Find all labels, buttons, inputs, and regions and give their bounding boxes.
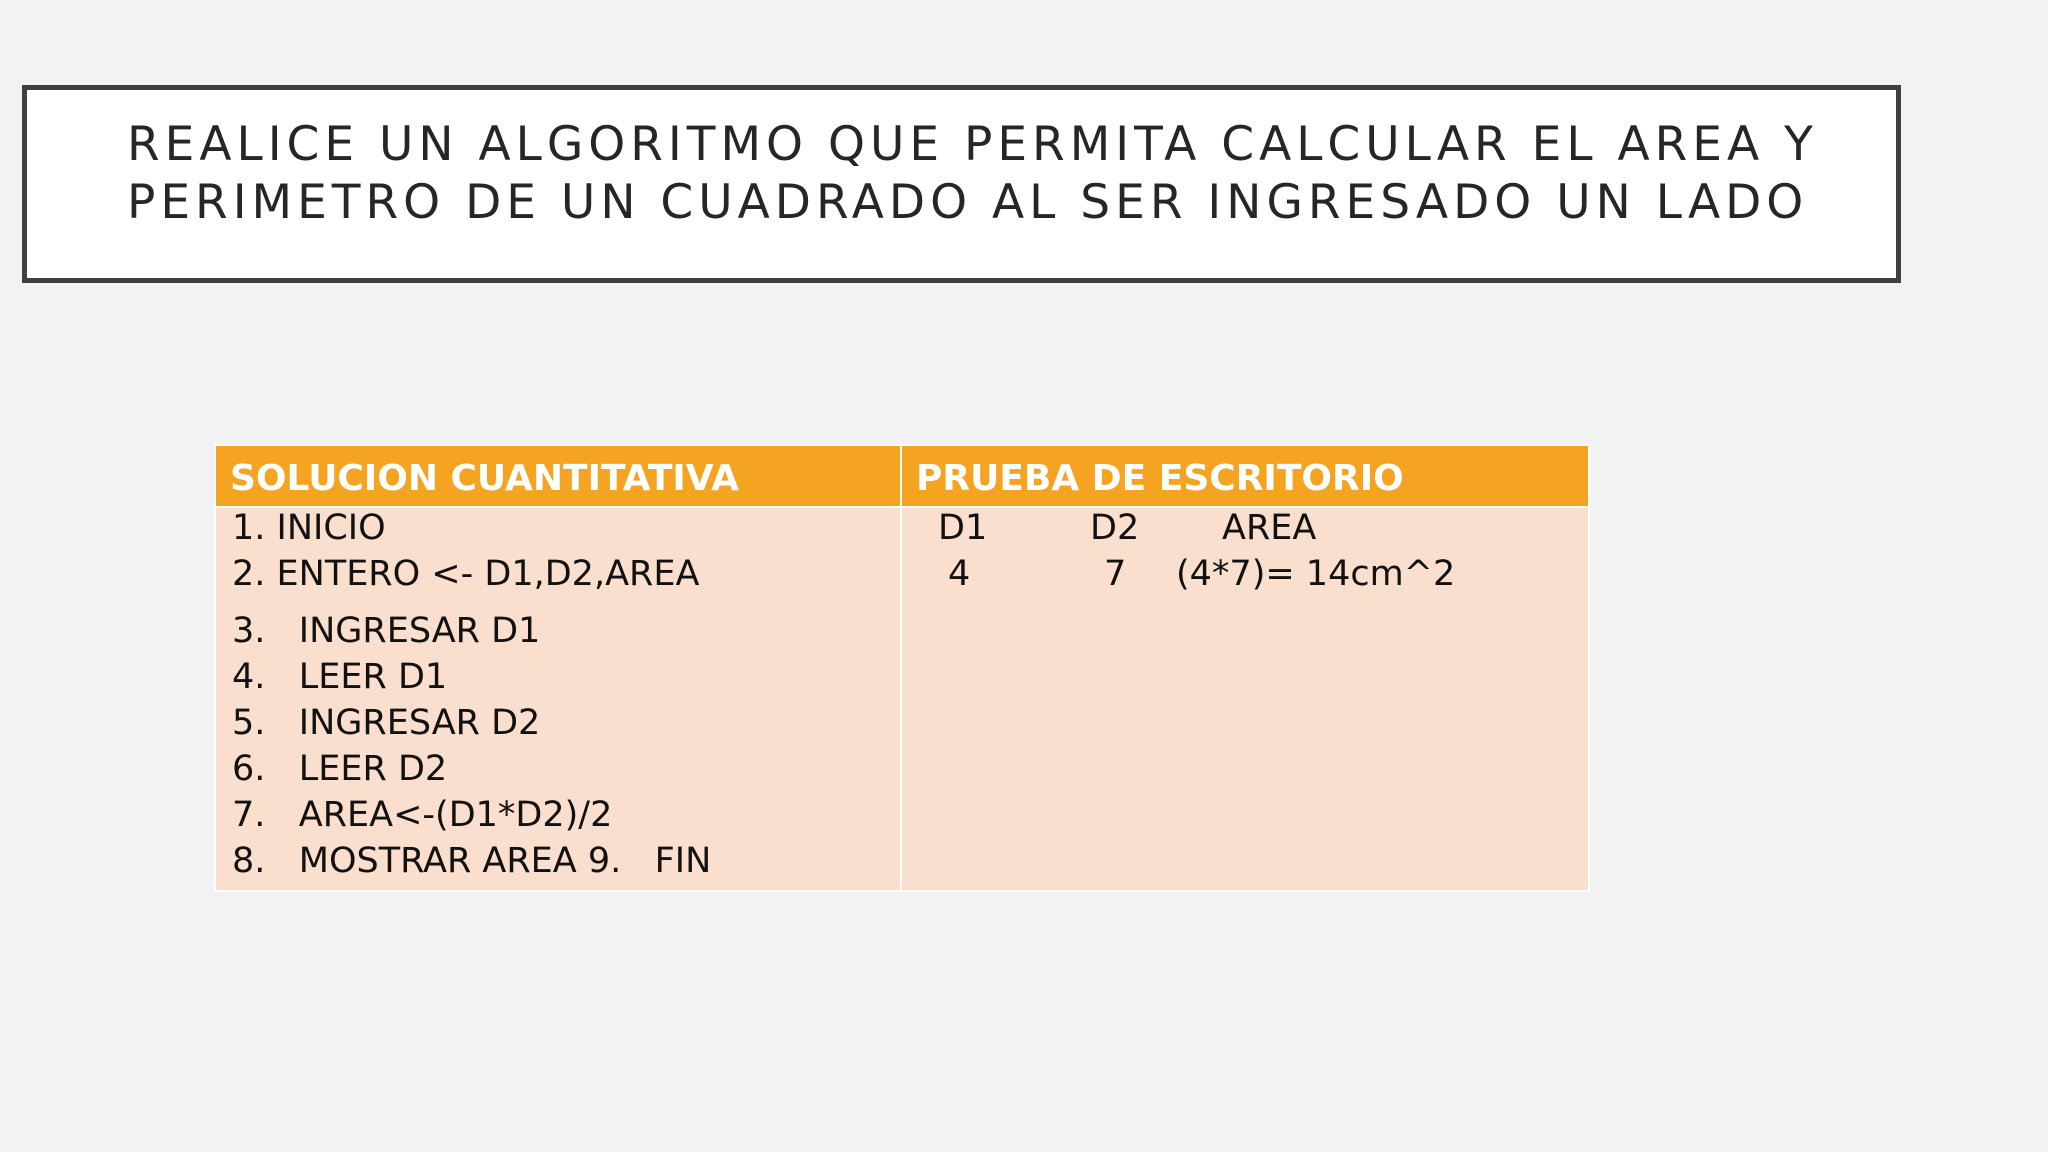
table-header-row (215, 445, 1589, 507)
steps-cell (215, 507, 901, 891)
step-1: 1. INICIO (232, 508, 386, 548)
title-box (22, 85, 1901, 283)
desk-check-header-d2: D2 (1090, 508, 1140, 548)
slide-title (127, 116, 1818, 232)
title-line-1: REALICE UN ALGORITMO QUE PERMITA CALCULAR EL AREA Y (127, 117, 1818, 172)
desk-check-cell (901, 507, 1589, 891)
desk-check-value-d1: 4 (948, 554, 971, 594)
desk-check-value-area: (4*7)= 14cm^2 (1176, 554, 1456, 594)
desk-check-value-d2: 7 (1104, 554, 1127, 594)
step-3: 3. INGRESAR D1 (232, 611, 541, 651)
algorithm-table (214, 444, 1590, 892)
step-4: 4. LEER D1 (232, 657, 448, 697)
step-7: 7. AREA<-(D1*D2)/2 (232, 795, 613, 835)
step-6: 6. LEER D2 (232, 749, 448, 789)
header-solucion-cuantitativa: SOLUCION CUANTITATIVA (215, 445, 901, 507)
table-body-row (215, 507, 1589, 891)
header-prueba-de-escritorio: PRUEBA DE ESCRITORIO (901, 445, 1589, 507)
desk-check-header-d1: D1 (938, 508, 988, 548)
title-line-2: PERIMETRO DE UN CUADRADO AL SER INGRESADO UN LADO (127, 175, 1809, 230)
step-8: 8. MOSTRAR AREA 9. FIN (232, 841, 712, 881)
step-2: 2. ENTERO <- D1,D2,AREA (232, 554, 700, 594)
desk-check-header-area: AREA (1222, 508, 1317, 548)
step-5: 5. INGRESAR D2 (232, 703, 541, 743)
